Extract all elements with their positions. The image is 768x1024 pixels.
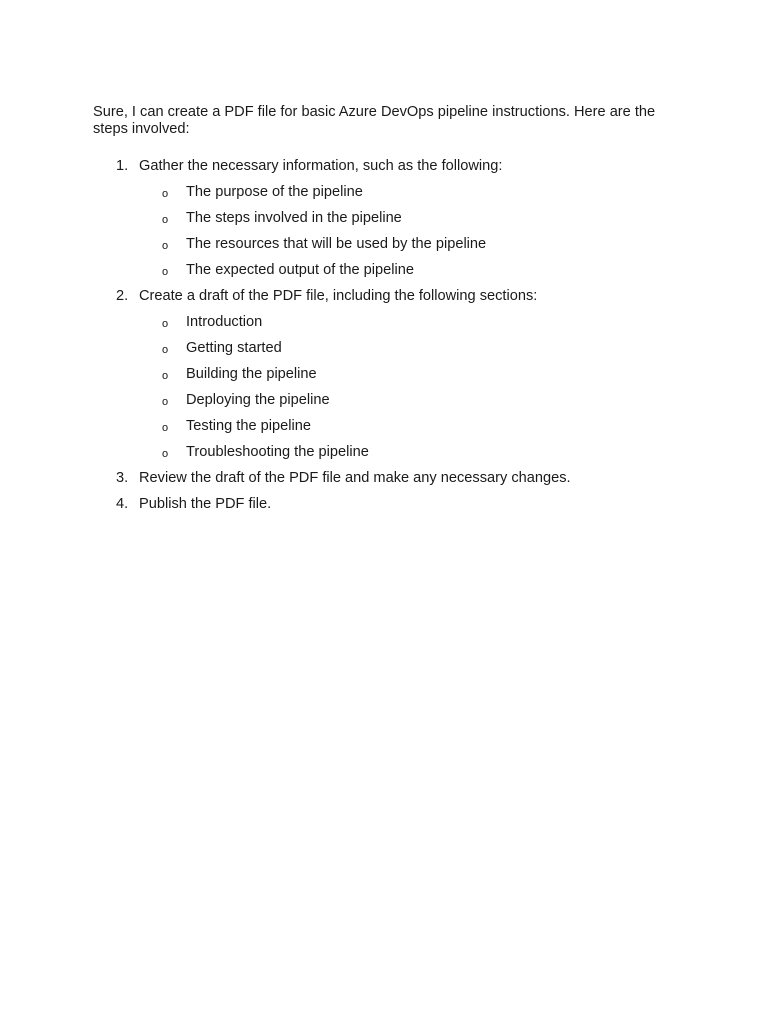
steps-list	[93, 158, 693, 522]
step-2-line	[116, 288, 693, 314]
step-3-text: Review the draft of the PDF file and make any necessary changes.	[139, 470, 571, 486]
step-1-line	[116, 158, 693, 184]
step-3-number: 3.	[116, 470, 129, 486]
circle-bullet-icon: o	[162, 370, 169, 382]
circle-bullet-icon: o	[162, 266, 169, 278]
list-item	[139, 340, 693, 366]
list-item-step-3	[93, 470, 693, 496]
subitem-text: The expected output of the pipeline	[186, 262, 414, 278]
list-item-step-2	[93, 288, 693, 470]
list-item	[139, 184, 693, 210]
circle-bullet-icon: o	[162, 318, 169, 330]
list-item	[139, 210, 693, 236]
list-item-step-1	[93, 158, 693, 288]
list-item	[139, 392, 693, 418]
step-1-text: Gather the necessary information, such as the following:	[139, 158, 503, 174]
subitem-text: The resources that will be used by the pipeline	[186, 236, 487, 252]
subitem-text: Deploying the pipeline	[186, 392, 330, 408]
step-2-sublist	[139, 314, 693, 470]
step-1-sublist	[139, 184, 693, 288]
list-item	[139, 418, 693, 444]
list-item	[139, 236, 693, 262]
step-2-number: 2.	[116, 288, 129, 304]
circle-bullet-icon: o	[162, 448, 169, 460]
circle-bullet-icon: o	[162, 214, 169, 226]
circle-bullet-icon: o	[162, 396, 169, 408]
subitem-text: The purpose of the pipeline	[186, 184, 363, 200]
circle-bullet-icon: o	[162, 422, 169, 434]
step-4-text: Publish the PDF file.	[139, 496, 272, 512]
circle-bullet-icon: o	[162, 344, 169, 356]
subitem-text: Troubleshooting the pipeline	[186, 444, 369, 460]
intro-paragraph: Sure, I can create a PDF file for basic Azure DevOps pipeline instructions. Here are the steps involved:	[93, 104, 656, 137]
subitem-text: Building the pipeline	[186, 366, 317, 382]
list-item	[139, 366, 693, 392]
document-page	[93, 104, 693, 522]
subitem-text: Introduction	[186, 314, 263, 330]
step-4-number: 4.	[116, 496, 129, 512]
subitem-text: Testing the pipeline	[186, 418, 311, 434]
list-item	[139, 444, 693, 470]
subitem-text: The steps involved in the pipeline	[186, 210, 402, 226]
list-item-step-4	[93, 496, 693, 522]
step-2-text: Create a draft of the PDF file, including the following sections:	[139, 288, 538, 304]
step-3-line	[116, 470, 693, 496]
circle-bullet-icon: o	[162, 188, 169, 200]
list-item	[139, 314, 693, 340]
subitem-text: Getting started	[186, 340, 282, 356]
list-item	[139, 262, 693, 288]
step-4-line	[116, 496, 693, 522]
step-1-number: 1.	[116, 158, 129, 174]
circle-bullet-icon: o	[162, 240, 169, 252]
